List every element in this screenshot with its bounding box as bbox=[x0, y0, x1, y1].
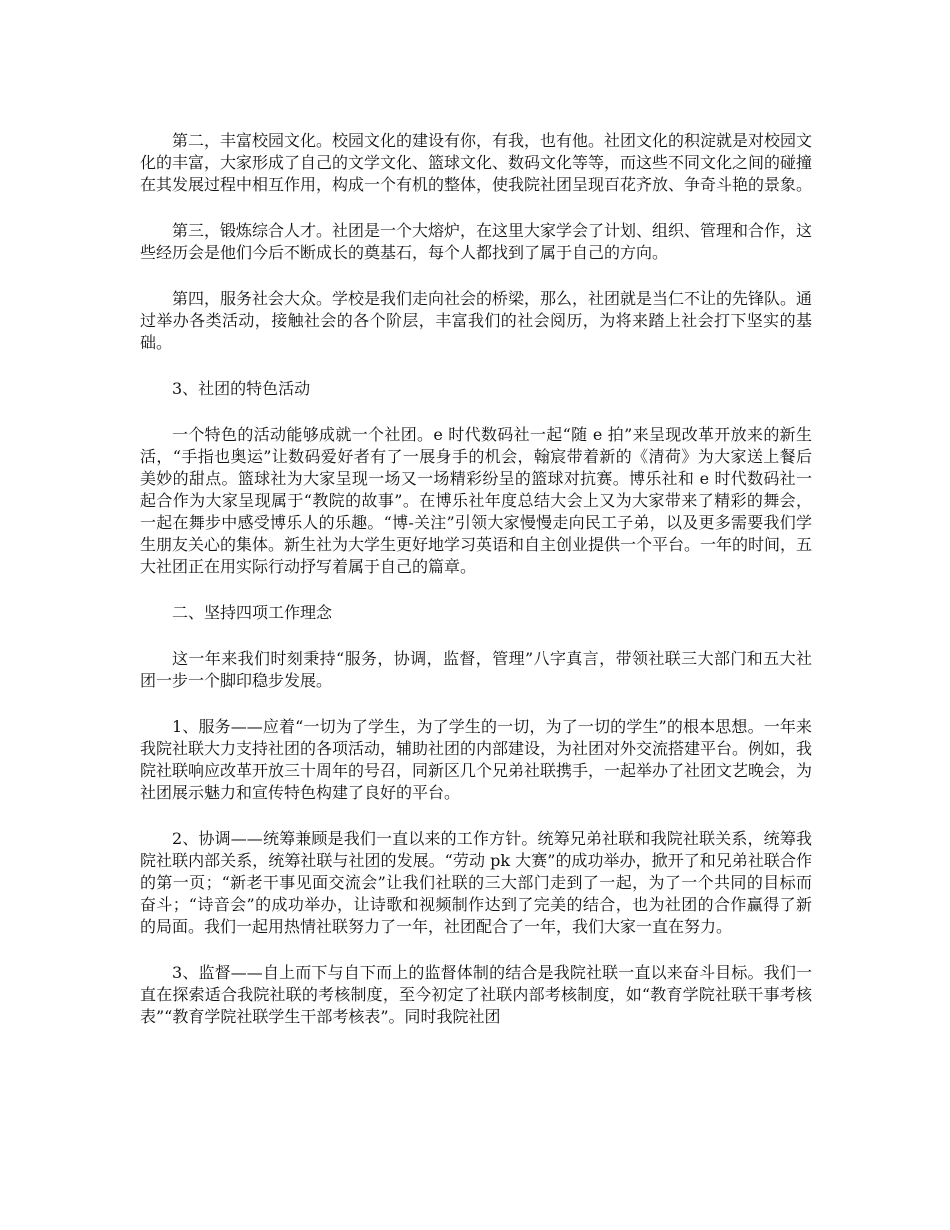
section-heading-principles: 二、坚持四项工作理念 bbox=[172, 603, 333, 622]
section-heading-activities: 3、社团的特色活动 bbox=[172, 379, 311, 398]
paragraph-supervise: 3、监督——自上而下与自下而上的监督体制的结合是我院社联一直以来奋斗目标。我们一直在探索适合我院社联的考核制度，至今初定了社联内部考核制度，如“教育学院社联干事考核表”“教育学院社联学生干部考核表”。同时我院社团 bbox=[140, 963, 812, 1026]
paragraph-service: 第四，服务社会大众。学校是我们走向社会的桥梁，那么，社团就是当仁不让的先锋队。通过举办各类活动，接触社会的各个阶层，丰富我们的社会阅历，为将来踏上社会打下坚实的基础。 bbox=[140, 289, 813, 352]
paragraph-culture: 第二，丰富校园文化。校园文化的建设有你，有我，也有他。社团文化的积淀就是对校园文化的丰富，大家形成了自己的文学文化、篮球文化、数码文化等等，而这些不同文化之间的碰撞在其发展过程中相互作用，构成一个有机的整体，使我院社团呈现百花齐放、争奇斗艳的景象。 bbox=[140, 131, 813, 194]
paragraph-talent: 第三，锻炼综合人才。社团是一个大熔炉，在这里大家学会了计划、组织、管理和合作，这些经历会是他们今后不断成长的奠基石，每个人都找到了属于自己的方向。 bbox=[140, 221, 813, 262]
document-body bbox=[140, 130, 812, 1052]
paragraph-serve: 1、服务——应着“一切为了学生，为了学生的一切，为了一切的学生”的根本思想。一年来我院社联大力支持社团的各项活动，辅助社团的内部建设，为社团对外交流搭建平台。例如，我院社联响应改革开放三十周年的号召，同新区几个兄弟社联携手，一起举办了社团文艺晚会，为社团展示魅力和宣传特色构建了良好的平台。 bbox=[140, 717, 813, 802]
paragraph-principles-intro: 这一年来我们时刻秉持“服务，协调，监督，管理”八字真言，带领社联三大部门和五大社团一步一个脚印稳步发展。 bbox=[140, 649, 812, 690]
paragraph-coordinate: 2、协调——统筹兼顾是我们一直以来的工作方针。统筹兄弟社联和我院社联关系，统筹我院社联内部关系，统筹社联与社团的发展。“劳动 pk 大赛”的成功举办，掀开了和兄弟社联合作的第一页；“新老干事见面交流会”让我们社联的三大部门走到了一起，为了一个共同的目标而奋斗；“诗音会”的成功举办，让诗歌和视频制作达到了完美的结合，也为社团的合作赢得了新的局面。我们一起用热情社联努力了一年，社团配合了一年，我们大家一直在努力。 bbox=[140, 829, 812, 936]
paragraph-activities: 一个特色的活动能够成就一个社团。e 时代数码社一起“随 e 拍”来呈现改革开放来的新生活，“手指也奥运”让数码爱好者有了一展身手的机会，翰宸带着新的《清荷》为大家送上餐后美妙的甜点。篮球社为大家呈现一场又一场精彩纷呈的篮球对抗赛。博乐社和 e 时代数码社一起合作为大家呈现属于“教院的故事”。在博乐社年度总结大会上又为大家带来了精彩的舞会，一起在舞步中感受博乐人的乐趣。“博-关注”引领大家慢慢走向民工子弟，以及更多需要我们学生朋友关心的集体。新生社为大学生更好地学习英语和自主创业提供一个平台。一年的时间，五大社团正在用实际行动抒写着属于自己的篇章。 bbox=[140, 425, 813, 576]
